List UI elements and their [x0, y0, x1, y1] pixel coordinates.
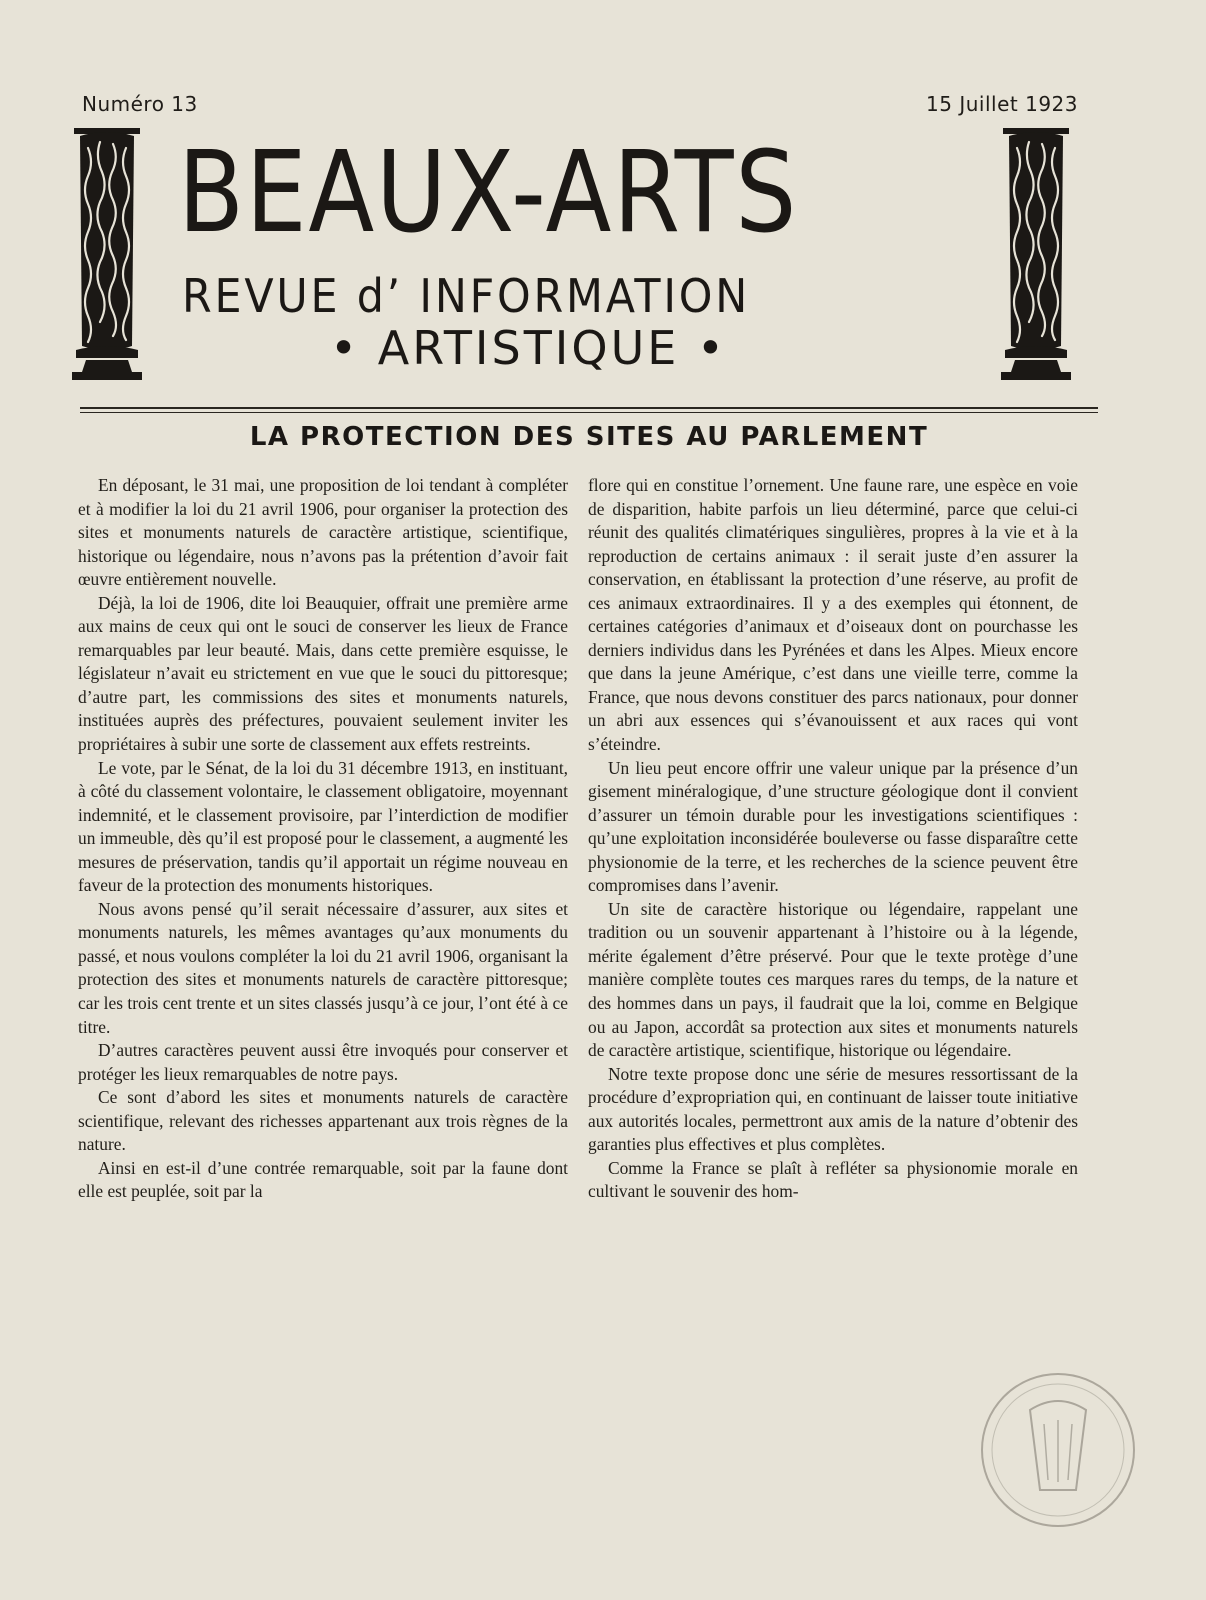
paragraph: Nous avons pensé qu’il serait nécessaire d’assurer, aux sites et monuments naturels, les mêmes avantages qu’aux monuments du passé, et nous voulons compléter la loi du 21 avril 1906, organisant la protection des sites et monuments naturels de caractère pittoresque; car les trois cent trente et un sites classés jusqu’à ce jour, l’ont été à ce titre. [78, 898, 568, 1037]
paragraph: Déjà, la loi de 1906, dite loi Beauquier, offrait une première arme aux mains de ceux qui ont le souci de conserver les lieux de France remarquables par leur beauté. Mais, dans cette première esquisse, le législateur n’avait eu strictement en vue que le souci du pittoresque; d’autre part, les commissions des sites et monuments naturels, instituées auprès des préfectures, pouvaient seulement inviter les propriétaires à subir une sorte de classement aux effets restreints. [78, 592, 568, 755]
palm-column-ornament-icon [72, 128, 142, 380]
paragraph: Le vote, par le Sénat, de la loi du 31 décembre 1913, en instituant, à côté du classement volontaire, le classement obligatoire, moyennant indemnité, et le classement provisoire, par l’interdiction de modifier un immeuble, dès qu’il est proposé pour le classement, a augmenté les mesures de préservation, tandis qu’il apportait un régime nouveau en faveur de la protection des monuments historiques. [78, 757, 568, 896]
paragraph-continued: flore qui en constitue l’ornement. Une faune rare, une espèce en voie de disparition, habite parfois un lieu déterminé, parce que celui-ci réunit des qualités climatériques singulières, propres à la vie et à la reproduction de certains animaux : il serait juste d’en assurer la conservation, en établissant la protection d’une réserve, au profit de ces animaux extraordinaires. Il y a des exemples qui étonnent, de certaines catégories d’animaux et d’oiseaux dont on pourchasse les derniers individus dans les Pyrénées et dans les Alpes. Mieux encore que dans la jeune Amérique, c’est dans une vieille terre, comme la France, que nous devons constituer des parcs nationaux, pour donner un abri aux essences qui s’évanouissent et aux races qui vont s’éteindre. [588, 475, 1078, 755]
paragraph: Notre texte propose donc une série de mesures ressortissant de la procédure d’expropriation qui, en continuant de laisser toute initiative aux autorités locales, permettront aux amis de la nature d’obtenir des garanties plus effectives et plus complètes. [588, 1063, 1078, 1155]
masthead-subtitle: REVUE d’ INFORMATION [182, 269, 751, 323]
article-column-right [588, 474, 1078, 1204]
paragraph: Ce sont d’abord les sites et monuments naturels de caractère scientifique, relevant des richesses appartenant aux trois règnes de la nature. [78, 1087, 568, 1155]
article-headline: LA PROTECTION DES SITES AU PARLEMENT [249, 422, 929, 452]
issue-number: Numéro 13 [82, 92, 198, 116]
masthead-divider-thin [80, 412, 1098, 413]
paragraph: En déposant, le 31 mai, une proposition de loi tendant à compléter et à modifier la loi du 21 avril 1906, pour organiser la protection des sites et monuments naturels de caractère artistique, scientifique, historique ou légendaire, nous n’avons pas la prétention d’avoir fait œuvre entièrement nouvelle. [78, 475, 568, 590]
paragraph: Un site de caractère historique ou légendaire, rappelant une tradition ou un souvenir appartenant à l’histoire ou à la légende, mérite également d’être préservé. Pour que le texte protège d’une manière complète toutes ces marques rares du temps, de la nature et des hommes dans un pays, il faudrait que la loi, comme en Belgique ou au Japon, accordât sa protection aux sites et monuments naturels de caractère artistique, scientifique, historique ou légendaire. [588, 898, 1078, 1061]
paragraph: Comme la France se plaît à refléter sa physionomie morale en cultivant le souvenir des hom- [588, 1157, 1078, 1202]
issue-header [82, 92, 1078, 116]
masthead-subtitle-secondary: • ARTISTIQUE • [330, 321, 728, 375]
palm-column-ornament-icon [1001, 128, 1071, 380]
library-stamp-icon [978, 1370, 1138, 1530]
paragraph: Ainsi en est-il d’une contrée remarquable, soit par la faune dont elle est peuplée, soit par la [78, 1157, 568, 1202]
paragraph: Un lieu peut encore offrir une valeur unique par la présence d’un gisement minéralogique, d’une structure géologique dont il convient d’assurer un témoin durable pour les investigations scientifiques : qu’une exploitation inconsidérée bouleverse ou fasse disparaître cette physionomie de la terre, et les recherches de la science peuvent être compromises dans l’avenir. [588, 757, 1078, 896]
article-column-left [78, 474, 568, 1204]
masthead-title: BEAUX-ARTS [178, 128, 799, 258]
issue-date: 15 Juillet 1923 [926, 92, 1078, 116]
masthead-divider [80, 407, 1098, 409]
paragraph: D’autres caractères peuvent aussi être invoqués pour conserver et protéger les lieux remarquables de notre pays. [78, 1040, 568, 1084]
